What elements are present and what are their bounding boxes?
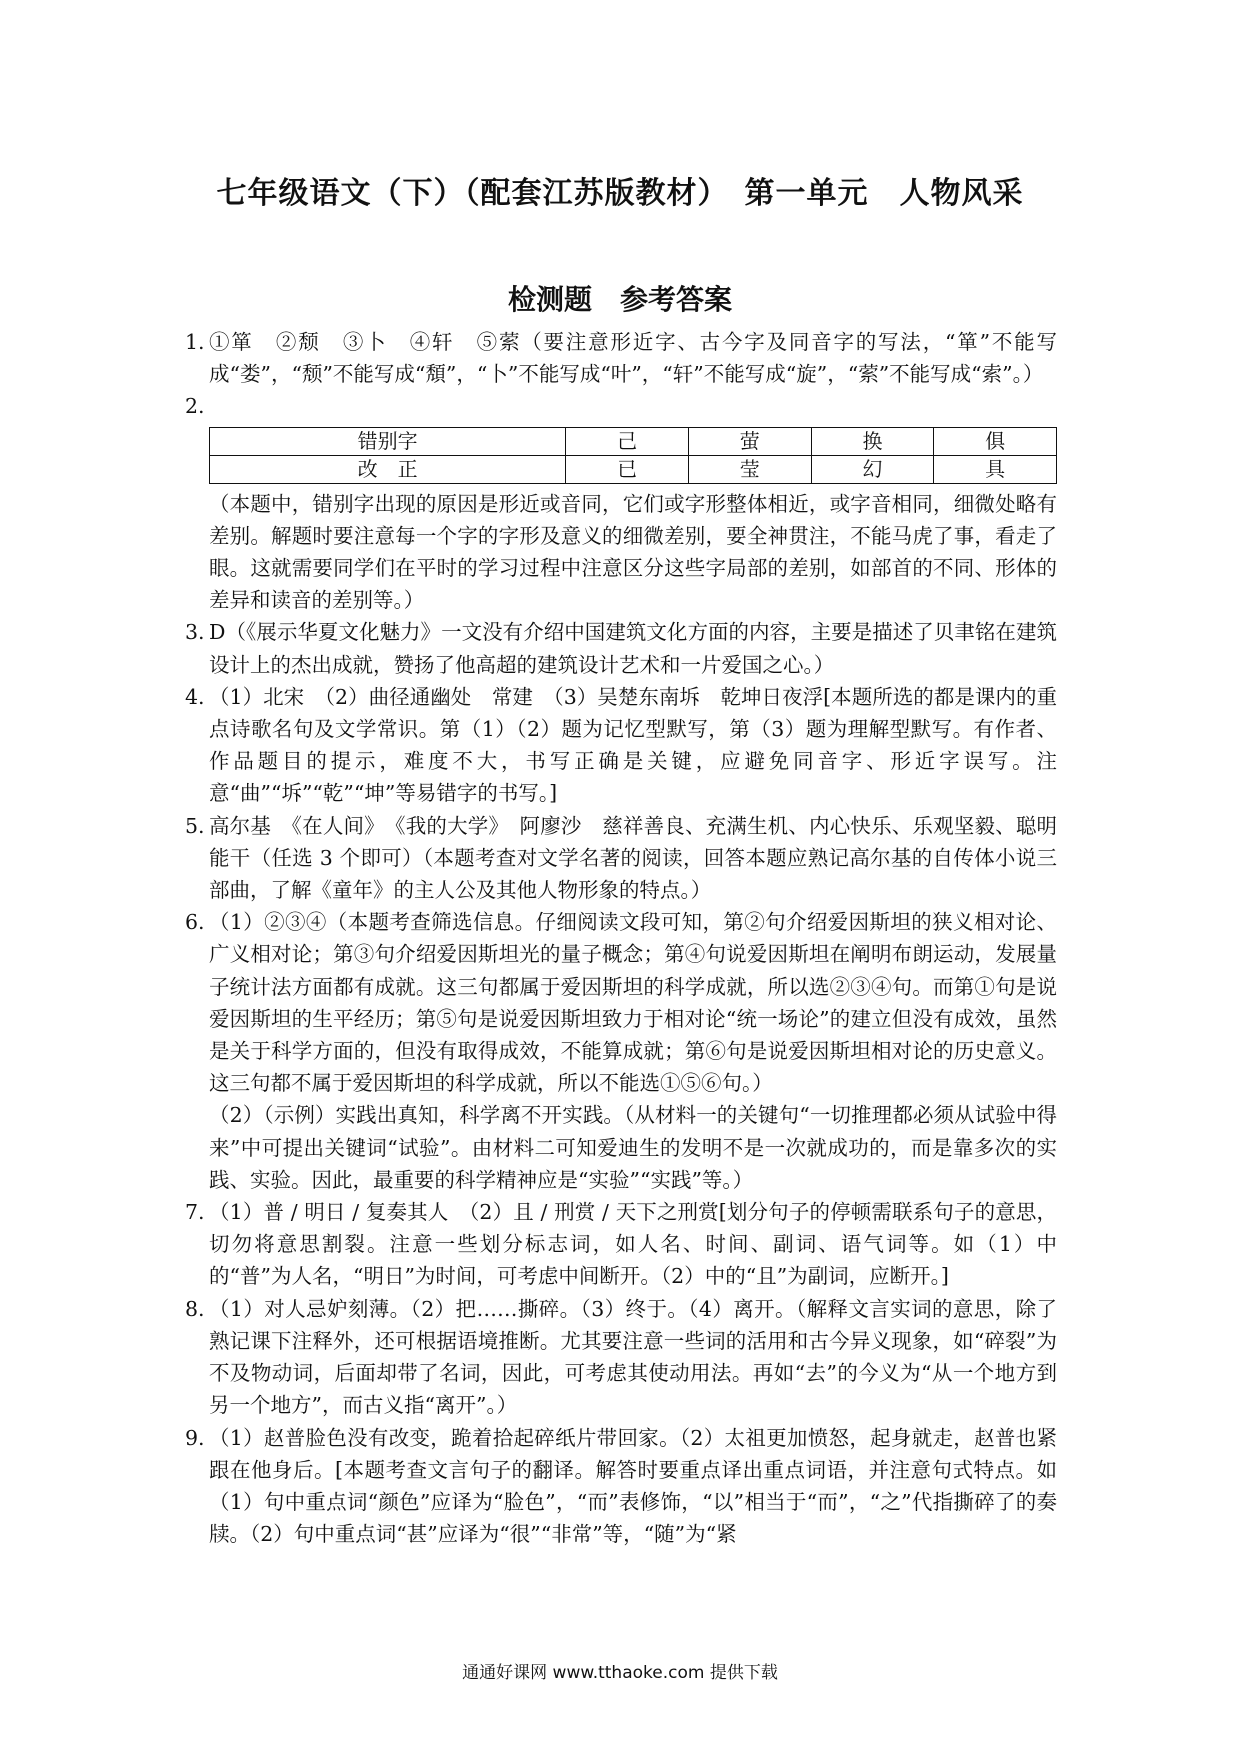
item-number: 1. [185,330,205,354]
answer-item-2 [185,390,1057,422]
answer-item-7 [185,1196,1057,1293]
item-text: （1）北宋 （2）曲径通幽处 常建 （3）吴楚东南坼 乾坤日夜浮[本题所选的都是课内的重点诗歌名句及文学常识。第（1）（2）题为记忆型默写，第（3）题为理解型默写。有作者、作品题目的提示，难度不大，书写正确是关键，应避免同音字、形近字误写。注意“曲”“坼”“乾”“坤”等易错字的书写。] [209,684,1057,806]
table-cell: 己 [566,427,689,455]
page-subtitle: 检测题 参考答案 [507,283,732,316]
answer-list [185,326,1057,1550]
table-cell: 俱 [934,427,1057,455]
table-cell: 错别字 [210,427,566,455]
answer-item-6 [185,906,1057,1196]
table-cell: 改 正 [210,455,566,483]
table-cell: 萤 [688,427,811,455]
item-text: （1）对人忌妒刻薄。（2）把……撕碎。（3）终于。（4）离开。（解释文言实词的意思，除了熟记课下注释外，还可根据语境推断。尤其要注意一些词的活用和古今异义现象，如“碎裂”为不及物动词，后面却带了名词，因此，可考虑其使动用法。再如“去”的今义为“从一个地方到另一个地方”，而古义指“离开”。） [209,1296,1057,1418]
answer-item-5 [185,810,1057,907]
table-row [210,455,1057,483]
answer-item-3 [185,616,1057,680]
item-number: 6. [185,910,205,935]
correction-table [209,427,1057,484]
item-number: 7. [185,1200,205,1225]
item-number: 8. [185,1296,205,1321]
table-note: （本题中，错别字出现的原因是形近或音同，它们或字形整体相近，或字音相同，细微处略有差别。解题时要注意每一个字的字形及意义的细微差别，要全神贯注，不能马虎了事，看走了眼。这就需要同学们在平时的学习过程中注意区分这些字局部的差别，如部首的不同、形体的差异和读音的差别等。） [209,491,1057,613]
item-text: ①箪 ②颓 ③卜 ④轩 ⑤萦（要注意形近字、古今字及同音字的写法，“箪”不能写成“娄”，“颓”不能写成“頽”，“卜”不能写成“叶”，“轩”不能写成“旋”，“萦”不能写成“索”。） [209,330,1057,387]
item-number: 5. [185,813,205,838]
page-footer: 通通好课网 www.tthaoke.com 提供下载 [462,1663,778,1683]
answer-item-9 [185,1422,1057,1551]
item-text: （1）赵普脸色没有改变，跪着拾起碎纸片带回家。（2）太祖更加愤怒，起身就走，赵普也紧跟在他身后。[本题考查文言句子的翻译。解答时要重点译出重点词语，并注意句式特点。如（1）句中重点词“颜色”应译为“脸色”，“而”表修饰，“以”相当于“而”，“之”代指撕碎了的奏牍。（2）句中重点词“甚”应译为“很”“非常”等，“随”为“紧 [209,1425,1057,1547]
table-cell: 换 [811,427,934,455]
item-text-part2: （2）（示例）实践出真知，科学离不开实践。（从材料一的关键句“一切推理都必须从试验中得来”中可提出关键词“试验”。由材料二可知爱迪生的发明不是一次就成功的，而是靠多次的实践、实验。因此，最重要的科学精神应是“实验”“实践”等。） [209,1103,1057,1192]
item-text: D（《展示华夏文化魅力》一文没有介绍中国建筑文化方面的内容，主要是描述了贝聿铭在建筑设计上的杰出成就，赞扬了他高超的建筑设计艺术和一片爱国之心。） [209,620,1057,677]
page-title: 七年级语文（下）（配套江苏版教材） 第一单元 人物风采 [216,176,1024,211]
answer-item-4 [185,681,1057,810]
item-text: （1）普 / 明日 / 复奏其人 （2）且 / 刑赏 / 天下之刑赏[划分句子的停顿需联系句子的意思，切勿将意思割裂。注意一些划分标志词，如人名、时间、副词、语气词等。如（1）中的“普”为人名，“明日”为时间，可考虑中间断开。（2）中的“且”为副词，应断开。] [209,1200,1057,1289]
item-number: 9. [185,1425,205,1450]
item-text: 高尔基 《在人间》 《我的大学》 阿廖沙 慈祥善良、充满生机、内心快乐、乐观坚毅、聪明能干（任选 3 个即可）（本题考查对文学名著的阅读，回答本题应熟记高尔基的自传体小说三部曲，了解《童年》的主人公及其他人物形象的特点。） [209,813,1057,903]
table-cell: 已 [566,455,689,483]
table-cell: 莹 [688,455,811,483]
item-number: 3. [185,620,205,645]
answer-item-1 [185,326,1057,390]
table-row [210,427,1057,455]
item-number: 4. [185,684,205,709]
item-number: 2. [185,394,205,419]
table-cell: 幻 [811,455,934,483]
item-text: （1）②③④（本题考查筛选信息。仔细阅读文段可知，第②句介绍爱因斯坦的狭义相对论、广义相对论；第③句介绍爱因斯坦光的量子概念；第④句说爱因斯坦在阐明布朗运动，发展量子统计法方面都有成就。这三句都属于爱因斯坦的科学成就，所以选②③④句。而第①句是说爱因斯坦的生平经历；第⑤句是说爱因斯坦致力于相对论“统一场论”的建立但没有成效，虽然是关于科学方面的，但没有取得成效，不能算成就；第⑥句是说爱因斯坦相对论的历史意义。这三句都不属于爱因斯坦的科学成就，所以不能选①⑤⑥句。） [209,910,1057,1096]
table-cell: 具 [934,455,1057,483]
answer-item-8 [185,1293,1057,1422]
